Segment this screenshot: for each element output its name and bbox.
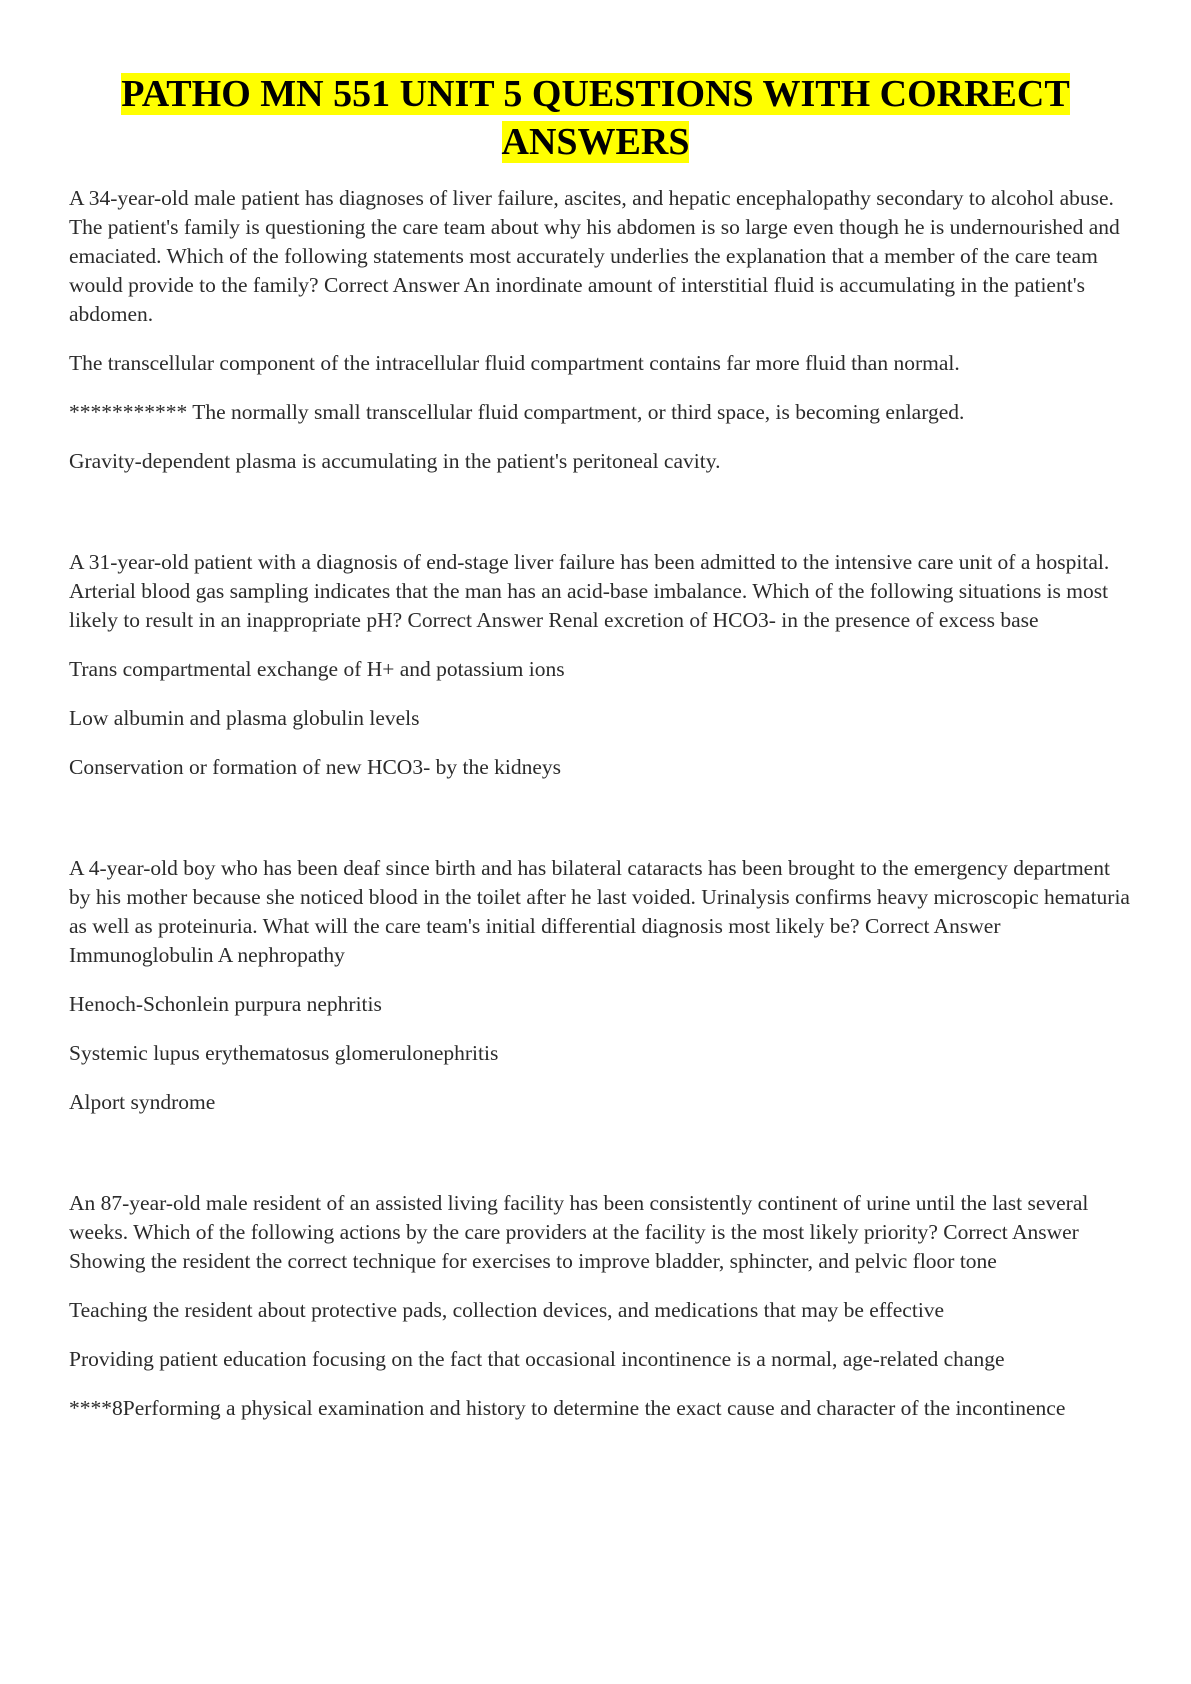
document-body <box>69 184 1131 1443</box>
document-title: PATHO MN 551 UNIT 5 QUESTIONS WITH CORRECT ANSWERS <box>121 73 1070 163</box>
answer-option: Alport syndrome <box>69 1090 216 1114</box>
answer-option: ****8Performing a physical examination and history to determine the exact cause and character of the incontinence <box>69 1396 1066 1420</box>
question-block-3 <box>69 854 1131 1117</box>
question-block-4 <box>69 1189 1131 1423</box>
question-stem: A 34-year-old male patient has diagnoses of liver failure, ascites, and hepatic encephalopathy secondary to alcohol abuse. The patient's family is questioning the care team about why his abdomen is so large even though he is undernourished and emaciated. Which of the following statements most accurately underlies the explanation that a member of the care team would provide to the family? Correct Answer An inordinate amount of interstitial fluid is accumulating in the patient's abdomen. <box>69 186 1120 326</box>
title-block <box>40 70 1151 166</box>
answer-option: Gravity-dependent plasma is accumulating in the patient's peritoneal cavity. <box>69 449 721 473</box>
question-block-2 <box>69 548 1131 782</box>
question-stem: A 4-year-old boy who has been deaf since birth and has bilateral cataracts has been brought to the emergency department by his mother because she noticed blood in the toilet after he last voided. Urinalysis confirms heavy microscopic hematuria as well as proteinuria. What will the care team's initial differential diagnosis most likely be? Correct Answer Immunoglobulin A nephropathy <box>69 856 1130 967</box>
answer-option: Low albumin and plasma globulin levels <box>69 706 420 730</box>
answer-option: *********** The normally small transcellular fluid compartment, or third space, is becoming enlarged. <box>69 400 965 424</box>
answer-option: Systemic lupus erythematosus glomerulonephritis <box>69 1041 499 1065</box>
answer-option: The transcellular component of the intracellular fluid compartment contains far more fluid than normal. <box>69 351 960 375</box>
answer-option: Henoch-Schonlein purpura nephritis <box>69 992 382 1016</box>
answer-option: Teaching the resident about protective pads, collection devices, and medications that may be effective <box>69 1298 945 1322</box>
question-stem: A 31-year-old patient with a diagnosis of end-stage liver failure has been admitted to the intensive care unit of a hospital. Arterial blood gas sampling indicates that the man has an acid-base imbalance. Which of the following situations is most likely to result in an inappropriate pH? Correct Answer Renal excretion of HCO3- in the presence of excess base <box>69 550 1110 632</box>
question-stem: An 87-year-old male resident of an assisted living facility has been consistently continent of urine until the last several weeks. Which of the following actions by the care providers at the facility is the most likely priority? Correct Answer Showing the resident the correct technique for exercises to improve bladder, sphincter, and pelvic floor tone <box>69 1191 1089 1273</box>
answer-option: Providing patient education focusing on the fact that occasional incontinence is a normal, age-related change <box>69 1347 1005 1371</box>
answer-option: Conservation or formation of new HCO3- by the kidneys <box>69 755 562 779</box>
answer-option: Trans compartmental exchange of H+ and potassium ions <box>69 657 565 681</box>
question-block-1 <box>69 184 1131 476</box>
